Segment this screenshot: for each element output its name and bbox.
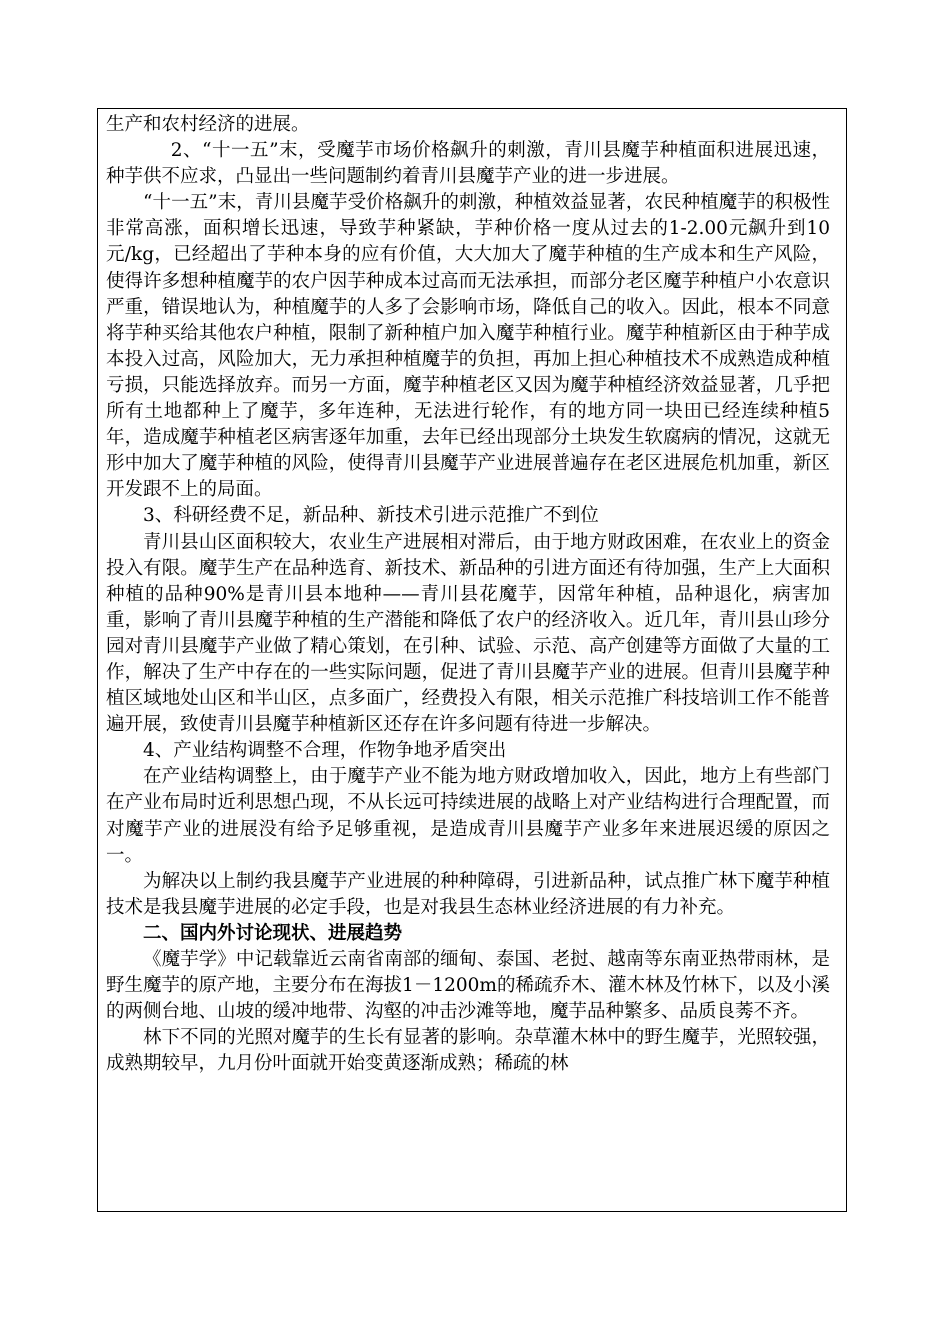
- paragraph-research-funding: 青川县山区面积较大，农业生产进展相对滞后，由于地方财政困难，在农业上的资金投入有限。魔芋生产在品种选育、新技术、新品种的引进方面还有待加强，生产上大面积种植的品种90%是青川县本地种——青川县花魔芋，因常年种植，品种退化，病害加重，影响了青川县魔芋种植的生产潜能和降低了农户的经济收入。近几年，青川县山珍分园对青川县魔芋产业做了精心策划，在引种、试验、示范、高产创建等方面做了大量的工作，解决了生产中存在的一些实际问题，促进了青川县魔芋产业的进展。但青川县魔芋种植区域地处山区和半山区，点多面广，经费投入有限，相关示范推广科技培训工作不能普遍开展，致使青川县魔芋种植新区还存在许多问题有待进一步解决。: [106, 531, 830, 736]
- section-heading: 二、国内外讨论现状、进展趋势: [143, 922, 403, 944]
- paragraph-item-2: 2、“十一五”末，受魔芋市场价格飙升的刺激，青川县魔芋种植面积进展迅速，种芋供不应求，凸显出一些问题制约着青川县魔芋产业的进一步进展。: [106, 140, 830, 188]
- paragraph-seed-shortage: “十一五”末，青川县魔芋受价格飙升的刺激，种植效益显著，农民种植魔芋的积极性非常高涨，面积增长迅速，导致芋种紧缺，芋种价格一度从过去的1-2.00元飙升到10元/kg，已经超出了芋种本身的应有价值，大大加大了魔芋种植的生产成本和生产风险，使得许多想种植魔芋的农户因芋种成本过高而无法承担，而部分老区魔芋种植户小农意识严重，错误地认为，种植魔芋的人多了会影响市场，降低自己的收入。因此，根本不同意将芋种买给其他农户种植，限制了新种植户加入魔芋种植行业。魔芋种植新区由于种芋成本投入过高，风险加大，无力承担种植魔芋的负担，再加上担心种植技术不成熟造成种植亏损，只能选择放弃。而另一方面，魔芋种植老区又因为魔芋种植经济效益显著，几乎把所有土地都种上了魔芋，多年连种，无法进行轮作，有的地方同一块田已经连续种植5年，造成魔芋种植老区病害逐年加重，去年已经出现部分土块发生软腐病的情况，这就无形中加大了魔芋种植的风险，使得青川县魔芋产业进展普遍存在老区进展危机加重，新区开发跟不上的局面。: [106, 192, 830, 501]
- document-body: [106, 112, 830, 1077]
- paragraph-item-4: 4、产业结构调整不合理，作物争地矛盾突出: [143, 740, 507, 762]
- paragraph-solution: 为解决以上制约我县魔芋产业进展的种种障碍，引进新品种，试点推广林下魔芋种植技术是我县魔芋进展的必定手段，也是对我县生态林业经济进展的有力补充。: [106, 870, 830, 918]
- paragraph-item-3: 3、科研经费不足，新品种、新技术引进示范推广不到位: [143, 505, 599, 527]
- paragraph-continuation: 生产和农村经济的进展。: [106, 114, 310, 135]
- paragraph-light-effect: 林下不同的光照对魔芋的生长有显著的影响。杂草灌木林中的野生魔芋，光照较强，成熟期较早，九月份叶面就开始变黄逐渐成熟；稀疏的林: [106, 1027, 830, 1075]
- paragraph-konjac-origin: 《魔芋学》中记载靠近云南省南部的缅甸、泰国、老挝、越南等东南亚热带雨林，是野生魔芋的原产地，主要分布在海拔1－1200m的稀疏乔木、灌木林及竹林下，以及小溪的两侧台地、山坡的缓冲地带、沟壑的冲击沙滩等地，魔芋品种繁多、品质良莠不齐。: [106, 949, 830, 1023]
- paragraph-structure-adjustment: 在产业结构调整上，由于魔芋产业不能为地方财政增加收入，因此，地方上有些部门在产业布局时近利思想凸现，不从长远可持续进展的战略上对产业结构进行合理配置，而对魔芋产业的进展没有给予足够重视，是造成青川县魔芋产业多年来进展迟缓的原因之一。: [106, 766, 830, 866]
